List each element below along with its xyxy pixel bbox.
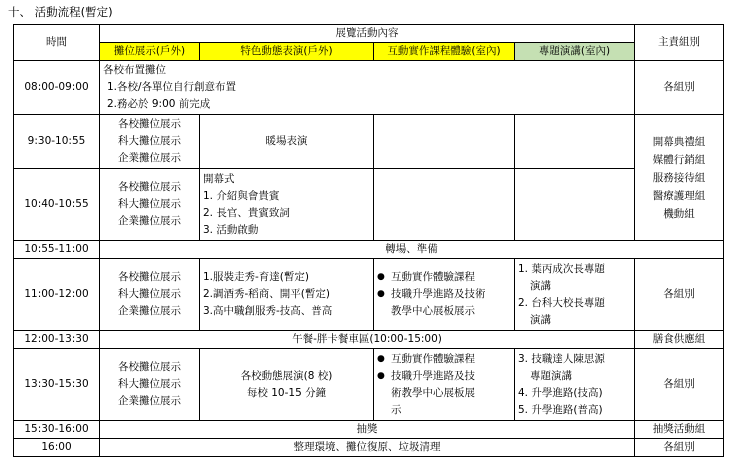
cleanup-cell: 整理環境、攤位復原、垃圾清理 bbox=[100, 439, 635, 457]
header-main: 展覽活動內容 bbox=[100, 25, 635, 43]
performance-cell: 1.服裝走秀-育達(暫定) 2.調酒秀-稻商、開平(暫定) 3.高中職創服秀-技高、普高 bbox=[200, 259, 374, 331]
booth-cell: 各校攤位展示 科大攤位展示 企業攤位展示 bbox=[100, 259, 200, 331]
performance-cell: 暖場表演 bbox=[200, 115, 374, 169]
header-time: 時間 bbox=[14, 25, 100, 61]
time-cell: 9:30-10:55 bbox=[14, 115, 100, 169]
time-cell: 11:00-12:00 bbox=[14, 259, 100, 331]
booth-cell: 各校攤位展示 科大攤位展示 企業攤位展示 bbox=[100, 349, 200, 421]
setup-content: 各校布置攤位 1.各校/各單位自行創意布置 2.務必於 9:00 前完成 bbox=[100, 61, 635, 115]
course-cell: ● 互動實作體驗課程 ● 技職升學進路及技術 教學中心展板展示 bbox=[374, 259, 515, 331]
course-cell bbox=[374, 169, 515, 241]
opening-ceremony-cell: 開幕式 1. 介紹與會貴賓 2. 長官、貴賓致詞 3. 活動啟動 bbox=[200, 169, 374, 241]
time-cell: 15:30-16:00 bbox=[14, 421, 100, 439]
talk-cell bbox=[515, 115, 635, 169]
schedule-table bbox=[13, 24, 724, 457]
transition-cell: 轉場、準備 bbox=[100, 241, 724, 259]
owner-cell: 各組別 bbox=[635, 259, 724, 331]
owner-cell: 抽獎活動組 bbox=[635, 421, 724, 439]
time-cell: 12:00-13:30 bbox=[14, 331, 100, 349]
course-cell bbox=[374, 115, 515, 169]
time-cell: 10:55-11:00 bbox=[14, 241, 100, 259]
owner-groups-cell: 開幕典禮組 媒體行銷組 服務接待組 醫療護理組 機動組 bbox=[635, 115, 724, 241]
owner-cell: 各組別 bbox=[635, 61, 724, 115]
header-talk: 專題演講(室內) bbox=[515, 43, 635, 61]
header-course: 互動實作課程體驗(室內) bbox=[374, 43, 515, 61]
talk-cell bbox=[515, 169, 635, 241]
page-title: 十、 活動流程(暫定) bbox=[8, 5, 113, 19]
booth-cell: 各校攤位展示 科大攤位展示 企業攤位展示 bbox=[100, 169, 200, 241]
owner-cell: 各組別 bbox=[635, 349, 724, 421]
owner-cell: 膳食供應組 bbox=[635, 331, 724, 349]
booth-cell: 各校攤位展示 科大攤位展示 企業攤位展示 bbox=[100, 115, 200, 169]
lunch-cell: 午餐-胖卡餐車區(10:00-15:00) bbox=[100, 331, 635, 349]
time-cell: 13:30-15:30 bbox=[14, 349, 100, 421]
time-cell: 10:40-10:55 bbox=[14, 169, 100, 241]
header-booth: 攤位展示(戶外) bbox=[100, 43, 200, 61]
talk-cell: 3. 技職達人陳思源 專題演講 4. 升學進路(技高) 5. 升學進路(普高) bbox=[515, 349, 635, 421]
time-cell: 16:00 bbox=[14, 439, 100, 457]
lottery-cell: 抽獎 bbox=[100, 421, 635, 439]
course-cell: ● 互動實作體驗課程 ● 技職升學進路及技 術教學中心展板展 示 bbox=[374, 349, 515, 421]
talk-cell: 1. 葉丙成次長專題 演講 2. 台科大校長專題 演講 bbox=[515, 259, 635, 331]
header-owner: 主責組別 bbox=[635, 25, 724, 61]
performance-cell: 各校動態展演(8 校) 每校 10-15 分鐘 bbox=[200, 349, 374, 421]
owner-cell: 各組別 bbox=[635, 439, 724, 457]
header-performance: 特色動態表演(戶外) bbox=[200, 43, 374, 61]
time-cell: 08:00-09:00 bbox=[14, 61, 100, 115]
